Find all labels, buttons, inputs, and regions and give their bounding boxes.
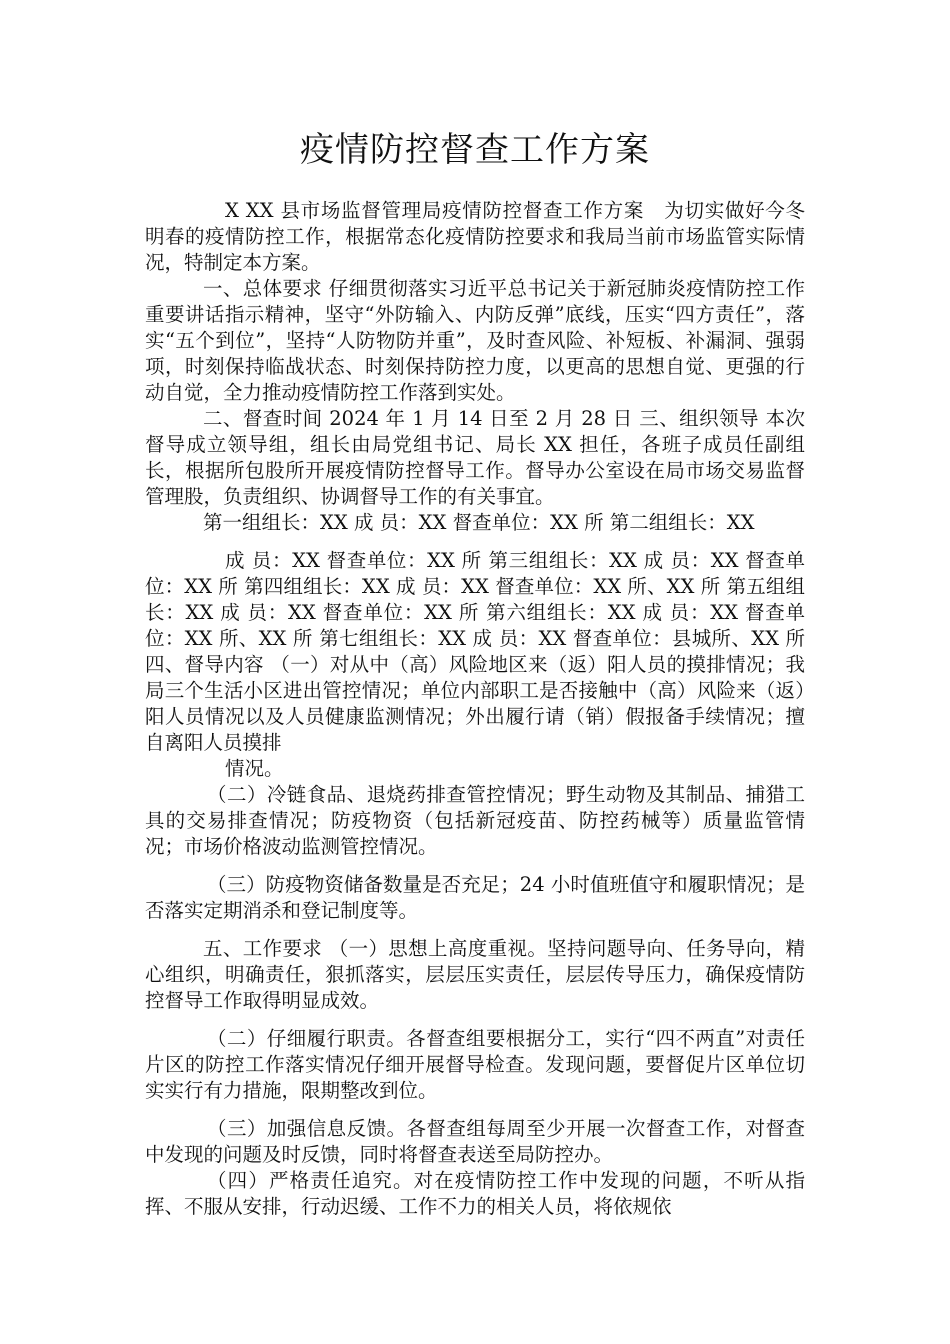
paragraph-content-two: （二）冷链食品、退烧药排查管控情况；野生动物及其制品、捕猎工具的交易排查情况；防疫物资（包括新冠疫苗、防控药械等）质量监管情况；市场价格波动监测管控情况。 [145, 783, 805, 858]
paragraph-group-one: 第一组组长：XX 成 员：XX 督查单位：XX 所 第二组组长：XX [203, 511, 755, 534]
paragraph-work-requirements-four: （四）严格责任追究。对在疫情防控工作中发现的问题，不听从指挥、不服从安排，行动迟缓、工作不力的相关人员，将依规依 [145, 1169, 805, 1218]
paragraph-groups-and-content: 成 员：XX 督查单位：XX 所 第三组组长：XX 成 员：XX 督查单位：XX 所 第四组组长：XX 成 员：XX 督查单位：XX 所、XX 所 第五组组长：XX 成 员：XX 督查单位：XX 所 第六组组长：XX 成 员：XX 督查单位：XX 所、XX 所 第七组组长：XX 成 员：XX 督查单位：县城所、XX 所 四、督导内容 （一）对从中（高）风险地区来（返）阳人员的摸排情况；我局三个生活小区进出管控情况；单位内部职工是否接触中（高）风险来（返）阳人员情况以及人员健康监测情况；外出履行请（销）假报备手续情况；擅自离阳人员摸排 [145, 549, 805, 754]
paragraph-work-requirements-one: 五、工作要求 （一）思想上高度重视。坚持问题导向、任务导向，精心组织，明确责任，狠抓落实，层层压实责任，层层传导压力，确保疫情防控督导工作取得明显成效。 [145, 937, 805, 1012]
paragraph-time-and-leadership: 二、督查时间 2024 年 1 月 14 日至 2 月 28 日 三、组织领导 本次督导成立领导组，组长由局党组书记、局长 XX 担任，各班子成员任副组长，根据所包股所开展疫情防控督导工作。督导办公室设在局市场交易监督管理股，负责组织、协调督导工作的有关事宜。 [145, 407, 805, 508]
paragraph-content-end: 情况。 [225, 757, 284, 780]
document-title: 疫情防控督查工作方案 [300, 130, 650, 170]
paragraph-content-three: （三）防疫物资储备数量是否充足；24 小时值班值守和履职情况；是否落实定期消杀和登记制度等。 [145, 873, 805, 922]
document-body [145, 198, 805, 1220]
paragraph-work-requirements-two: （二）仔细履行职责。各督查组要根据分工，实行“四不两直”对责任片区的防控工作落实情况仔细开展督导检查。发现问题，要督促片区单位切实实行有力措施，限期整改到位。 [145, 1027, 805, 1102]
paragraph-work-requirements-three: （三）加强信息反馈。各督查组每周至少开展一次督查工作，对督查中发现的问题及时反馈，同时将督查表送至局防控办。 [145, 1117, 805, 1166]
paragraph-general-requirements: 一、总体要求 仔细贯彻落实习近平总书记关于新冠肺炎疫情防控工作重要讲话指示精神，坚守“外防输入、内防反弹”底线，压实“四方责任”，落实“五个到位”，坚持“人防物防并重”，及时查风险、补短板、补漏洞、强弱项，时刻保持临战状态、时刻保持防控力度，以更高的思想自觉、更强的行动自觉，全力推动疫情防控工作落到实处。 [145, 277, 805, 404]
paragraph-intro: X XX 县市场监督管理局疫情防控督查工作方案 为切实做好今冬明春的疫情防控工作，根据常态化疫情防控要求和我局当前市场监管实际情况，特制定本方案。 [145, 199, 805, 274]
